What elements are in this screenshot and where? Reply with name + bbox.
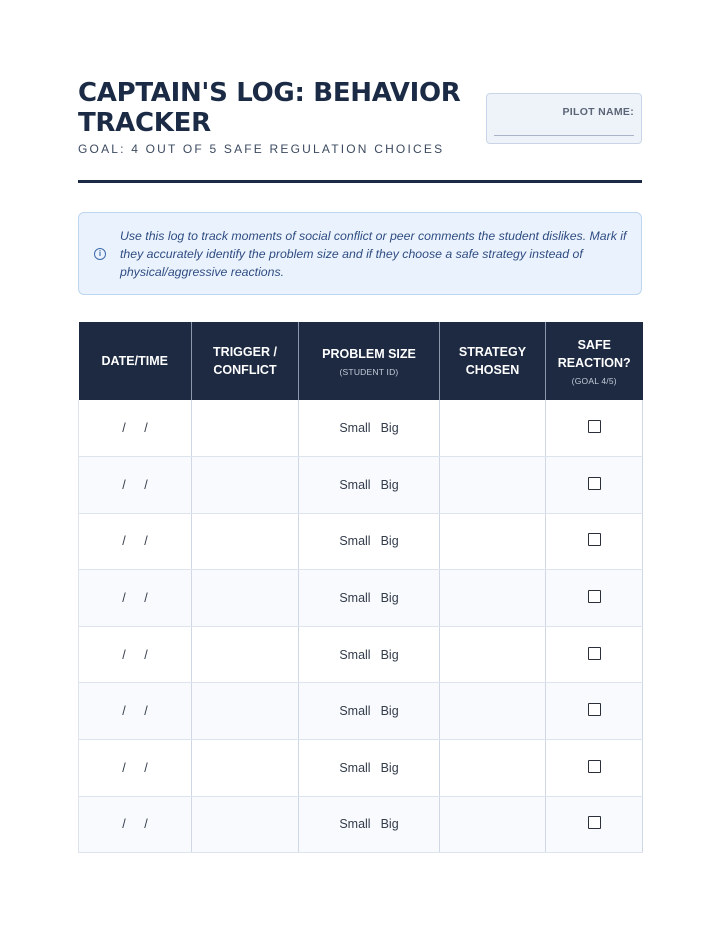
column-header-strategy (440, 322, 546, 400)
date-time-cell[interactable] (79, 400, 192, 457)
column-header-date (79, 322, 192, 400)
table-row (79, 796, 643, 853)
table-row (79, 740, 643, 797)
column-header-problem-size (299, 322, 440, 400)
trigger-cell[interactable] (192, 570, 299, 627)
safe-reaction-cell (546, 626, 643, 683)
table-row (79, 626, 643, 683)
date-separator: / (122, 760, 126, 775)
table-row (79, 400, 643, 457)
safe-reaction-checkbox[interactable] (588, 477, 601, 490)
column-header-label: PROBLEM SIZE (322, 346, 416, 361)
safe-reaction-cell (546, 683, 643, 740)
strategy-cell[interactable] (440, 626, 546, 683)
safe-reaction-cell (546, 457, 643, 514)
date-separator: / (122, 477, 126, 492)
problem-size-cell (299, 457, 440, 514)
size-option-big[interactable]: Big (380, 591, 399, 606)
size-option-small[interactable]: Small (339, 477, 371, 492)
safe-reaction-cell (546, 400, 643, 457)
problem-size-cell (299, 796, 440, 853)
date-separator: / (122, 591, 126, 606)
column-header-sublabel: (STUDENT ID) (339, 366, 399, 377)
safe-reaction-cell (546, 740, 643, 797)
date-time-cell[interactable] (79, 513, 192, 570)
trigger-cell[interactable] (192, 457, 299, 514)
problem-size-cell (299, 570, 440, 627)
date-time-cell[interactable] (79, 570, 192, 627)
column-header-label: TRIGGER / CONFLICT (213, 345, 277, 377)
column-header-safe-reaction (546, 322, 643, 400)
date-separator: / (144, 760, 148, 775)
size-option-small[interactable]: Small (339, 421, 371, 436)
problem-size-cell (299, 400, 440, 457)
pilot-name-label: PILOT NAME: (562, 106, 634, 118)
pilot-name-field[interactable] (486, 93, 642, 144)
column-header-label: SAFE REACTION? (557, 337, 631, 370)
size-option-small[interactable]: Small (339, 647, 371, 662)
date-time-cell[interactable] (79, 796, 192, 853)
size-option-big[interactable]: Big (380, 647, 399, 662)
strategy-cell[interactable] (440, 457, 546, 514)
column-header-label: STRATEGY CHOSEN (458, 345, 527, 377)
column-header-trigger (192, 322, 299, 400)
pilot-name-line (494, 135, 634, 136)
date-separator: / (144, 647, 148, 662)
date-time-cell[interactable] (79, 457, 192, 514)
date-separator: / (122, 647, 126, 662)
behavior-log-table (78, 322, 643, 853)
goal-subtitle: GOAL: 4 OUT OF 5 SAFE REGULATION CHOICES (78, 142, 445, 156)
instructions-text: Use this log to track moments of social conflict or peer comments the student dislikes. Mark if they accurately identify the problem size and if they choose a safe strategy instead of physical/aggressive reactions. (120, 229, 627, 279)
date-separator: / (122, 421, 126, 436)
problem-size-cell (299, 740, 440, 797)
trigger-cell[interactable] (192, 683, 299, 740)
strategy-cell[interactable] (440, 683, 546, 740)
date-separator: / (144, 817, 148, 832)
trigger-cell[interactable] (192, 400, 299, 457)
trigger-cell[interactable] (192, 796, 299, 853)
date-separator: / (122, 817, 126, 832)
safe-reaction-checkbox[interactable] (588, 703, 601, 716)
column-header-label: DATE/TIME (101, 354, 168, 368)
table-header-row (79, 322, 643, 400)
size-option-small[interactable]: Small (339, 817, 371, 832)
table-row (79, 683, 643, 740)
safe-reaction-cell (546, 796, 643, 853)
safe-reaction-checkbox[interactable] (588, 647, 601, 660)
date-time-cell[interactable] (79, 740, 192, 797)
problem-size-cell (299, 683, 440, 740)
size-option-small[interactable]: Small (339, 704, 371, 719)
size-option-big[interactable]: Big (380, 534, 399, 549)
problem-size-cell (299, 513, 440, 570)
size-option-big[interactable]: Big (380, 817, 399, 832)
strategy-cell[interactable] (440, 513, 546, 570)
trigger-cell[interactable] (192, 740, 299, 797)
date-separator: / (144, 591, 148, 606)
page-title: CAPTAIN'S LOG: BEHAVIOR TRACKER (78, 78, 461, 138)
safe-reaction-checkbox[interactable] (588, 420, 601, 433)
safe-reaction-cell (546, 570, 643, 627)
trigger-cell[interactable] (192, 513, 299, 570)
header-divider (78, 180, 642, 183)
size-option-small[interactable]: Small (339, 534, 371, 549)
instructions-callout (78, 212, 642, 295)
size-option-small[interactable]: Small (339, 760, 371, 775)
table-row (79, 457, 643, 514)
size-option-big[interactable]: Big (380, 477, 399, 492)
safe-reaction-checkbox[interactable] (588, 816, 601, 829)
info-icon: i (94, 248, 106, 260)
size-option-big[interactable]: Big (380, 760, 399, 775)
strategy-cell[interactable] (440, 740, 546, 797)
date-time-cell[interactable] (79, 626, 192, 683)
strategy-cell[interactable] (440, 570, 546, 627)
trigger-cell[interactable] (192, 626, 299, 683)
date-separator: / (144, 477, 148, 492)
column-header-sublabel: (GOAL 4/5) (571, 375, 617, 386)
date-separator: / (122, 534, 126, 549)
date-time-cell[interactable] (79, 683, 192, 740)
date-separator: / (144, 534, 148, 549)
safe-reaction-cell (546, 513, 643, 570)
table-row (79, 513, 643, 570)
safe-reaction-checkbox[interactable] (588, 760, 601, 773)
table-row (79, 570, 643, 627)
strategy-cell[interactable] (440, 400, 546, 457)
safe-reaction-checkbox[interactable] (588, 533, 601, 546)
strategy-cell[interactable] (440, 796, 546, 853)
date-separator: / (122, 704, 126, 719)
problem-size-cell (299, 626, 440, 683)
size-option-big[interactable]: Big (380, 421, 399, 436)
size-option-small[interactable]: Small (339, 591, 371, 606)
header (78, 78, 642, 182)
date-separator: / (144, 421, 148, 436)
safe-reaction-checkbox[interactable] (588, 590, 601, 603)
size-option-big[interactable]: Big (380, 704, 399, 719)
date-separator: / (144, 704, 148, 719)
